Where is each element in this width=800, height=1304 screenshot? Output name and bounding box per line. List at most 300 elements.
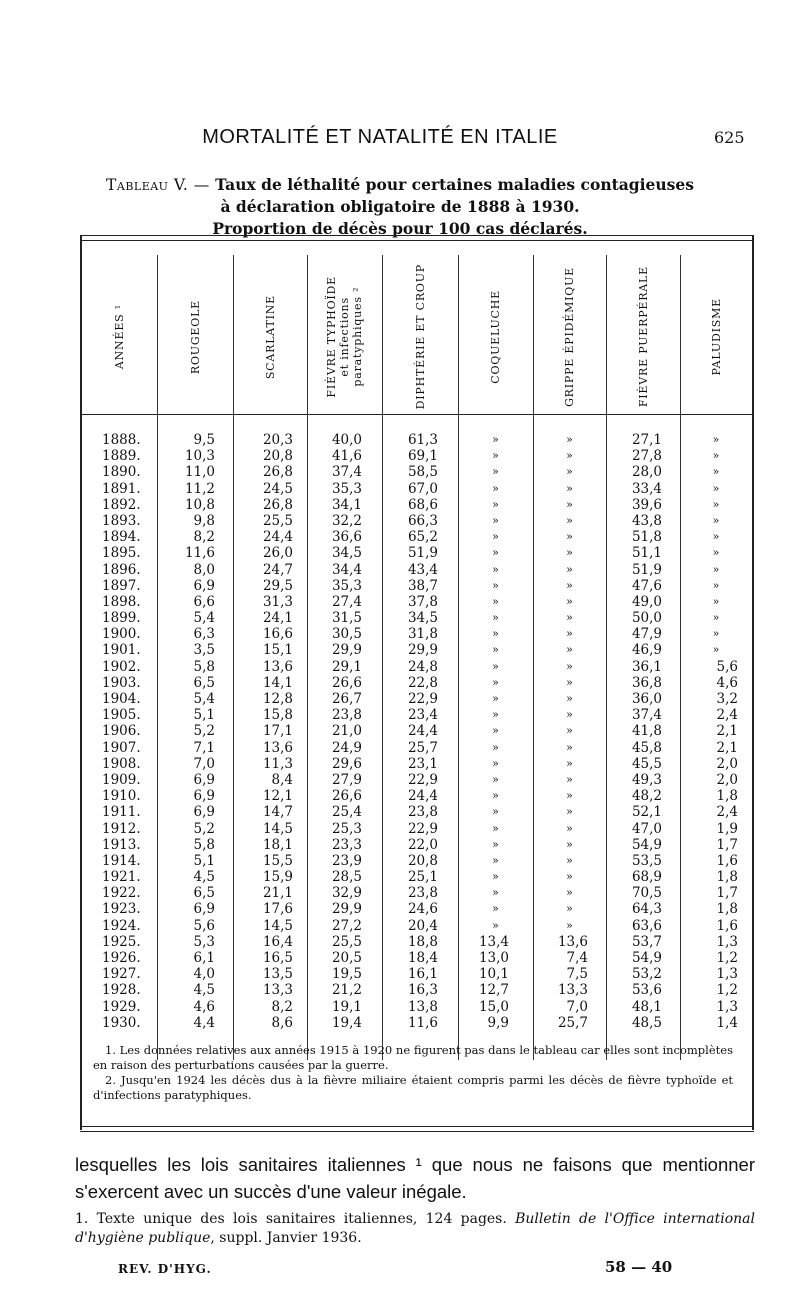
rate-cell: » [566,481,573,495]
rate-cell: 3,2 [716,691,738,707]
year-cell: 1929. [102,998,141,1015]
table-label: Tableau V. — [106,176,210,194]
table-row [80,837,754,853]
table-row [80,691,754,707]
rate-cell: 28,0 [631,464,662,481]
rate-cell: 7,1 [193,739,215,756]
rate-cell: 23,8 [331,707,362,724]
rate-cell: 13,3 [557,982,588,999]
rate-cell: 38,7 [407,577,438,594]
rate-cell: 4,5 [193,869,215,886]
rate-cell: » [492,886,499,900]
rate-cell: » [566,433,573,446]
rate-cell: 47,9 [631,626,662,643]
rate-cell: 7,5 [566,966,588,983]
rate-cell: 8,6 [271,1014,293,1031]
table-title-line-3: Proportion de décès pour 100 cas déclarés. [212,219,588,238]
rate-cell: » [492,756,499,770]
rate-cell: » [492,821,499,835]
rate-cell: 65,2 [407,529,438,546]
column-header-label: ROUGEOLE [188,299,202,375]
rate-cell: 4,5 [193,982,215,999]
rate-cell: 4,6 [716,674,738,691]
rate-cell: 4,0 [193,966,215,983]
rate-cell: 34,1 [331,496,362,513]
table-row [80,432,754,448]
rate-cell: » [566,708,573,722]
rate-cell: 5,6 [716,658,738,675]
rate-cell: 1,4 [716,1014,738,1031]
rate-cell: 32,9 [331,885,362,902]
footnote-journal: Bulletin de l'Office international d'hygiène publique [75,1211,755,1246]
rate-cell: 12,7 [478,982,509,999]
rate-cell: » [566,513,573,527]
rate-cell: » [712,465,720,479]
rate-cell: 20,8 [262,448,293,465]
rate-cell: » [566,789,573,803]
rate-cell: » [566,627,573,641]
rate-cell: 66,3 [407,512,438,529]
rate-cell: 1,7 [716,836,738,853]
rate-cell: » [712,449,720,463]
rate-cell: 21,0 [331,723,362,740]
rate-cell: » [492,449,499,463]
rate-cell: 24,4 [407,723,438,740]
rate-cell: » [712,433,720,446]
table-note: 1. Les données relatives aux années 1915 à 1920 ne figurent pas dans le tableau car elles sont incomplètes en raison des perturbations causées par la guerre. [93,1043,733,1072]
rate-cell: 35,3 [331,577,362,594]
rate-cell: » [712,513,720,527]
rate-cell: 24,9 [331,739,362,756]
column-header [82,262,157,412]
rate-cell: » [492,465,499,479]
table-row [80,918,754,934]
table-notes [93,1043,733,1103]
year-cell: 1907. [102,739,141,756]
running-head: MORTALITÉ ET NATALITÉ EN ITALIE [202,126,558,148]
rate-cell: 32,2 [331,512,362,529]
rate-cell: 2,4 [716,804,738,821]
table-row [80,448,754,464]
rate-cell: 24,7 [262,561,293,578]
rate-cell: 5,6 [193,917,215,934]
rate-cell: » [566,578,573,592]
rate-cell: 22,8 [407,674,438,691]
rate-cell: » [492,789,499,803]
rate-cell: 16,3 [407,982,438,999]
rate-cell: 51,8 [631,529,662,546]
column-header [157,262,233,412]
table-row [80,642,754,658]
rate-cell: » [566,465,573,479]
rate-cell: » [566,562,573,576]
table-row [80,562,754,578]
rate-cell: 29,6 [331,755,362,772]
rate-cell: 9,8 [193,512,215,529]
rate-cell: » [492,837,499,851]
rate-cell: 5,2 [193,723,215,740]
rate-cell: » [566,902,573,916]
rate-cell: 15,0 [478,998,509,1015]
rate-cell: » [566,837,573,851]
rate-cell: 37,8 [407,593,438,610]
rate-cell: » [712,546,720,560]
rate-cell: » [566,870,573,884]
rate-cell: 29,9 [331,901,362,918]
rate-cell: » [712,578,720,592]
rate-cell: 1,9 [716,820,738,837]
table-row [80,966,754,982]
rate-cell: 13,3 [262,982,293,999]
year-cell: 1902. [102,658,141,675]
rate-cell: » [492,546,499,560]
rate-cell: 47,0 [631,820,662,837]
rate-cell: 23,4 [407,707,438,724]
rate-cell: 24,1 [262,610,293,627]
rate-cell: 12,8 [262,691,293,707]
rate-cell: 34,5 [407,610,438,627]
rate-cell: 25,5 [331,933,362,950]
year-cell: 1926. [102,950,141,966]
rate-cell: » [492,724,499,738]
column-header-label: FIÈVRE TYPHOÏDE et infections paratyphiques ² [325,276,364,398]
rate-cell: » [492,433,499,446]
rate-cell: 41,6 [331,448,362,465]
table-row [80,756,754,772]
rate-cell: 5,1 [193,852,215,869]
table-title-line-1 [0,175,800,194]
table-body [80,432,754,1031]
rate-cell: » [712,611,720,625]
rate-cell: » [566,853,573,867]
rate-cell: 26,8 [262,496,293,513]
rate-cell: 16,4 [262,933,293,950]
rate-cell: 24,8 [407,658,438,675]
rate-cell: » [566,643,573,657]
rate-cell: 24,6 [407,901,438,918]
rate-cell: » [492,902,499,916]
rate-cell: » [492,627,499,641]
rate-cell: 1,2 [716,950,738,966]
year-cell: 1890. [102,464,141,481]
rate-cell: 18,8 [407,933,438,950]
rate-cell: 15,8 [262,707,293,724]
rate-cell: 6,9 [193,804,215,821]
rate-cell: » [712,481,720,495]
column-header [458,262,533,412]
year-cell: 1927. [102,966,141,983]
header-rule [80,414,754,415]
rate-cell: » [492,853,499,867]
rate-cell: 20,8 [407,852,438,869]
year-cell: 1889. [102,448,141,465]
year-cell: 1888. [102,432,141,448]
rate-cell: 11,6 [184,545,215,562]
rate-cell: 36,8 [631,674,662,691]
rate-cell: 5,8 [193,658,215,675]
rate-cell: 16,5 [262,950,293,966]
rate-cell: 10,1 [478,966,509,983]
rate-cell: 2,1 [716,723,738,740]
year-cell: 1913. [102,836,141,853]
table-row [80,578,754,594]
table-row [80,772,754,788]
year-cell: 1922. [102,885,141,902]
rate-cell: 6,9 [193,771,215,788]
footnote-suffix: , suppl. Janvier 1936. [210,1230,362,1246]
rate-cell: 1,7 [716,885,738,902]
year-cell: 1898. [102,593,141,610]
rate-cell: 16,1 [407,966,438,983]
rate-cell: 47,6 [631,577,662,594]
rate-cell: 25,3 [331,820,362,837]
rate-cell: 24,4 [262,529,293,546]
rate-cell: » [566,740,573,754]
table-top-rule-inner [80,240,754,241]
rate-cell: 25,7 [407,739,438,756]
rate-cell: » [492,530,499,544]
table-row [80,901,754,917]
table-row [80,545,754,561]
rate-cell: 49,0 [631,593,662,610]
rate-cell: 36,1 [631,658,662,675]
journal-abbrev: REV. D'HYG. [118,1262,212,1276]
column-header-label: ANNÉES ¹ [113,304,126,370]
rate-cell: » [566,546,573,560]
rate-cell: 7,0 [566,998,588,1015]
footnote [75,1210,755,1248]
rate-cell: 5,2 [193,820,215,837]
rate-cell: 20,4 [407,917,438,934]
rate-cell: 19,5 [331,966,362,983]
year-cell: 1899. [102,610,141,627]
rate-cell: » [566,449,573,463]
rate-cell: 31,8 [407,626,438,643]
rate-cell: 51,9 [407,545,438,562]
rate-cell: 1,2 [716,982,738,999]
rate-cell: » [492,562,499,576]
rate-cell: 18,4 [407,950,438,966]
rate-cell: 49,3 [631,771,662,788]
rate-cell: » [712,530,720,544]
rate-cell: » [492,805,499,819]
rate-cell: 29,9 [331,642,362,659]
table-row [80,481,754,497]
rate-cell: 24,4 [407,788,438,805]
rate-cell: 68,9 [631,869,662,886]
rate-cell: 5,4 [193,610,215,627]
table-title-text: Taux de léthalité pour certaines maladies contagieuses [215,175,694,194]
rate-cell: » [712,562,720,576]
rate-cell: 13,6 [557,933,588,950]
rate-cell: 50,0 [631,610,662,627]
rate-cell: 43,8 [631,512,662,529]
year-cell: 1892. [102,496,141,513]
rate-cell: » [492,675,499,689]
rate-cell: 23,8 [407,804,438,821]
rate-cell: 1,3 [716,933,738,950]
rate-cell: 63,6 [631,917,662,934]
table-row [80,885,754,901]
table-bottom-rule-inner [80,1131,754,1132]
column-header [307,262,382,412]
rate-cell: 30,5 [331,626,362,643]
table-row [80,982,754,998]
table-row [80,740,754,756]
table-title-line-2: à déclaration obligatoire de 1888 à 1930. [220,197,580,216]
rate-cell: » [492,513,499,527]
rate-cell: » [566,611,573,625]
rate-cell: 11,6 [407,1014,438,1031]
rate-cell: 5,8 [193,836,215,853]
table-row [80,529,754,545]
year-cell: 1895. [102,545,141,562]
rate-cell: » [492,772,499,786]
rate-cell: 5,3 [193,933,215,950]
rate-cell: 23,8 [407,885,438,902]
year-cell: 1894. [102,529,141,546]
rate-cell: 26,7 [331,691,362,707]
rate-cell: 53,7 [631,933,662,950]
rate-cell: 13,0 [478,950,509,966]
column-header-label: DIPHTÉRIE ET CROUP [413,264,427,410]
rate-cell: » [566,659,573,673]
rate-cell: 18,1 [262,836,293,853]
rate-cell: 23,1 [407,755,438,772]
rate-cell: 13,5 [262,966,293,983]
rate-cell: 12,1 [262,788,293,805]
rate-cell: 8,2 [271,998,293,1015]
rate-cell: 26,6 [331,674,362,691]
rate-cell: » [566,724,573,738]
rate-cell: 53,6 [631,982,662,999]
rate-cell: » [492,692,499,705]
year-cell: 1912. [102,820,141,837]
rate-cell: 20,5 [331,950,362,966]
table-row [80,788,754,804]
rate-cell: 53,5 [631,852,662,869]
rate-cell: 10,8 [184,496,215,513]
year-cell: 1905. [102,707,141,724]
rate-cell: 51,1 [631,545,662,562]
rate-cell: 14,1 [262,674,293,691]
rate-cell: 46,9 [631,642,662,659]
table-row [80,675,754,691]
table-row [80,950,754,966]
rate-cell: » [492,611,499,625]
rate-cell: » [492,481,499,495]
rate-cell: 45,8 [631,739,662,756]
year-cell: 1909. [102,771,141,788]
table-row [80,610,754,626]
rate-cell: 1,8 [716,788,738,805]
rate-cell: 14,5 [262,917,293,934]
table-top-rule [80,235,754,236]
year-cell: 1897. [102,577,141,594]
rate-cell: 22,0 [407,836,438,853]
rate-cell: 7,0 [193,755,215,772]
rate-cell: 26,0 [262,545,293,562]
table-row [80,804,754,820]
rate-cell: 35,3 [331,480,362,497]
rate-cell: 27,1 [631,432,662,448]
rate-cell: 31,3 [262,593,293,610]
rate-cell: » [566,675,573,689]
rate-cell: 1,6 [716,917,738,934]
rate-cell: 25,1 [407,869,438,886]
table-row [80,659,754,675]
year-cell: 1921. [102,869,141,886]
rate-cell: 25,7 [557,1014,588,1031]
rate-cell: 6,9 [193,577,215,594]
rate-cell: 29,5 [262,577,293,594]
rate-cell: 41,8 [631,723,662,740]
rate-cell: » [712,594,720,608]
rate-cell: 15,1 [262,642,293,659]
rate-cell: 1,8 [716,901,738,918]
rate-cell: 34,5 [331,545,362,562]
year-cell: 1914. [102,852,141,869]
rate-cell: » [566,594,573,608]
rate-cell: 27,2 [331,917,362,934]
rate-cell: 40,0 [331,432,362,448]
rate-cell: 37,4 [331,464,362,481]
rate-cell: 6,9 [193,788,215,805]
rate-cell: 64,3 [631,901,662,918]
rate-cell: 9,9 [487,1014,509,1031]
rate-cell: 61,3 [407,432,438,448]
rate-cell: 25,4 [331,804,362,821]
rate-cell: 8,4 [271,771,293,788]
column-header [233,262,307,412]
rate-cell: 4,4 [193,1014,215,1031]
rate-cell: 13,6 [262,658,293,675]
rate-cell: 2,1 [716,739,738,756]
rate-cell: 1,3 [716,966,738,983]
rate-cell: 54,9 [631,836,662,853]
year-cell: 1908. [102,755,141,772]
table-row [80,497,754,513]
column-header [382,262,458,412]
column-header [680,262,752,412]
year-cell: 1930. [102,1014,141,1031]
rate-cell: 51,9 [631,561,662,578]
rate-cell: 3,5 [193,642,215,659]
rate-cell: 11,3 [262,755,293,772]
column-header [606,262,680,412]
rate-cell: 33,4 [631,480,662,497]
rate-cell: 27,4 [331,593,362,610]
rate-cell: » [712,643,720,657]
rate-cell: 1,8 [716,869,738,886]
year-cell: 1924. [102,917,141,934]
rate-cell: 6,5 [193,674,215,691]
rate-cell: » [492,740,499,754]
rate-cell: 21,2 [331,982,362,999]
year-cell: 1928. [102,982,141,999]
rate-cell: 14,5 [262,820,293,837]
rate-cell: 5,1 [193,707,215,724]
rate-cell: » [492,497,499,511]
rate-cell: 67,0 [407,480,438,497]
rate-cell: 34,4 [331,561,362,578]
rate-cell: 26,6 [331,788,362,805]
rate-cell: 27,8 [631,448,662,465]
rate-cell: » [566,756,573,770]
rate-cell: 19,1 [331,998,362,1015]
rate-cell: 14,7 [262,804,293,821]
rate-cell: 17,1 [262,723,293,740]
